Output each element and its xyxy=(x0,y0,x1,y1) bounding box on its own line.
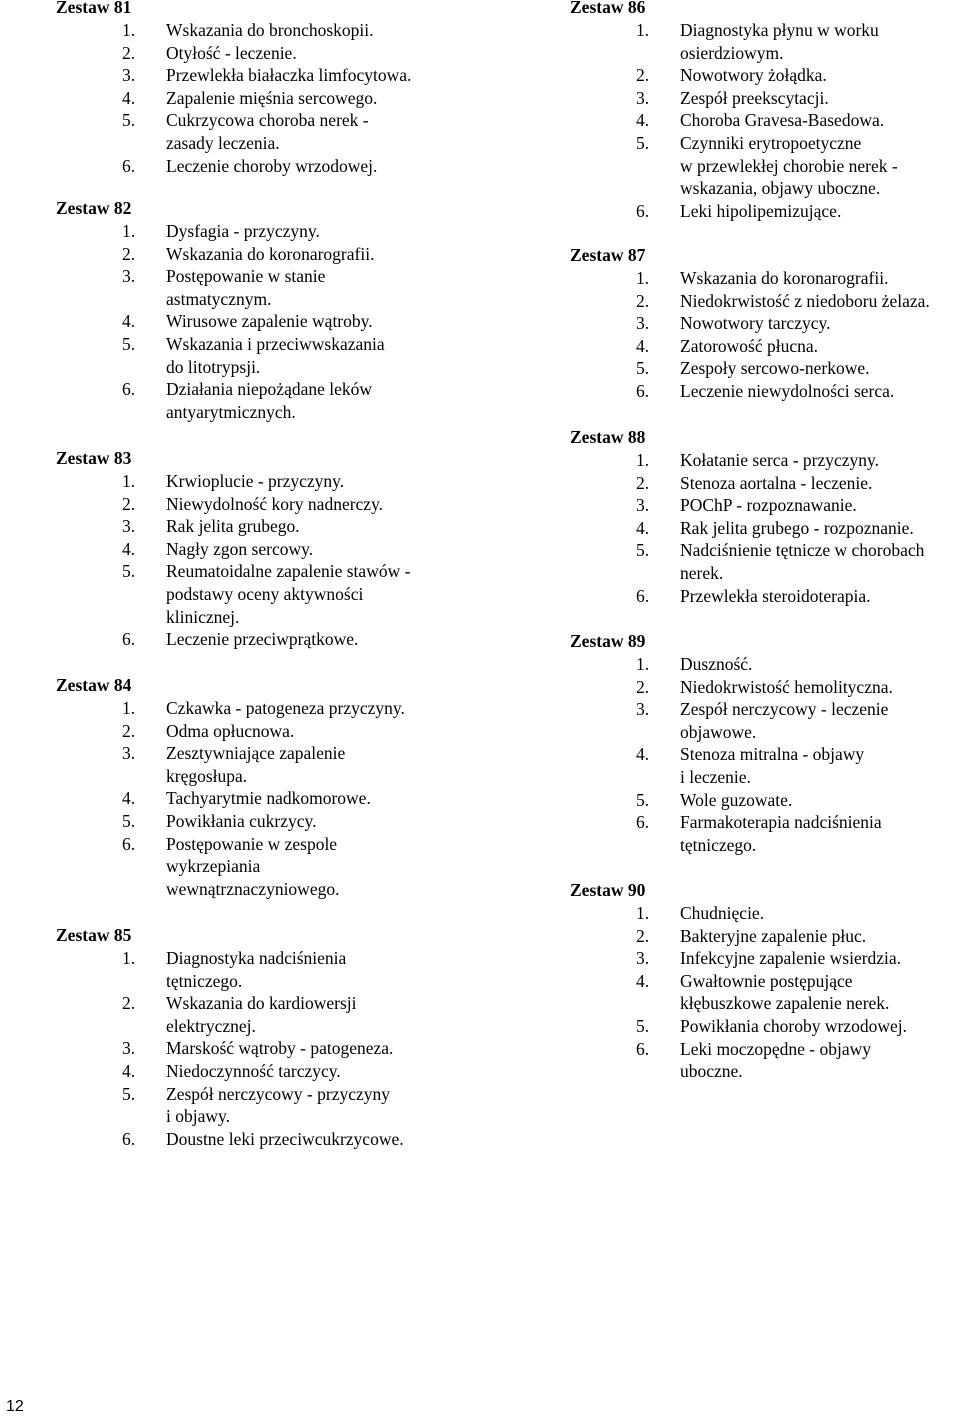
question-number: 1. xyxy=(122,471,136,491)
question-text-line: kręgosłupa. xyxy=(166,765,248,786)
question-text-line: Postępowanie w zespole xyxy=(166,833,338,854)
question-number: 5. xyxy=(636,1015,650,1036)
question-item xyxy=(56,1037,404,1060)
question-item xyxy=(570,743,893,788)
question-text-line: Wirusowe zapalenie wątroby. xyxy=(166,311,373,332)
question-set xyxy=(570,630,893,856)
question-text-line: Niedoczynność tarczycy. xyxy=(166,1060,341,1081)
question-text-line: Zesztywniające zapalenie xyxy=(166,743,346,764)
question-text-line: Zespoły sercowo-nerkowe. xyxy=(680,358,870,379)
question-item xyxy=(570,109,898,132)
question-text-line: uboczne. xyxy=(680,1061,743,1082)
question-text-line: Czkawka - patogeneza przyczyny. xyxy=(166,698,405,718)
question-number: 3. xyxy=(636,313,650,334)
question-number: 1. xyxy=(122,698,136,718)
question-text-line: Nagły zgon sercowy. xyxy=(166,538,314,559)
question-number: 1. xyxy=(636,903,650,923)
question-text-line: Farmakoterapia nadciśnienia xyxy=(680,812,882,833)
question-text-line: Niewydolność kory nadnerczy. xyxy=(166,493,384,514)
question-item xyxy=(56,1060,404,1083)
question-text-line: Nowotwory tarczycy. xyxy=(680,313,831,334)
question-item xyxy=(56,310,385,333)
question-number: 1. xyxy=(636,268,650,288)
question-number: 5. xyxy=(122,561,136,582)
question-item xyxy=(56,87,411,110)
question-number: 5. xyxy=(636,132,650,153)
question-item xyxy=(56,628,410,651)
question-item xyxy=(570,449,924,472)
question-item xyxy=(570,698,893,743)
question-text-line: antyarytmicznych. xyxy=(166,401,296,422)
question-item xyxy=(56,220,385,243)
question-text-line: Chudnięcie. xyxy=(680,903,765,923)
question-text-line: Przewlekła białaczka limfocytowa. xyxy=(166,65,412,86)
question-number: 5. xyxy=(122,1083,136,1104)
question-item xyxy=(56,493,410,516)
question-item xyxy=(570,132,898,200)
question-text-line: wewnątrznaczyniowego. xyxy=(166,878,340,899)
question-item xyxy=(56,155,411,178)
question-text-line: nerek. xyxy=(680,562,724,583)
question-number: 4. xyxy=(636,970,650,991)
question-text-line: Niedokrwistość z niedoboru żelaza. xyxy=(680,290,930,311)
question-item xyxy=(570,87,898,110)
question-number: 1. xyxy=(636,654,650,674)
question-text-line: kłębuszkowe zapalenie nerek. xyxy=(680,993,890,1014)
question-item xyxy=(570,64,898,87)
question-number: 5. xyxy=(636,789,650,810)
question-text-line: Diagnostyka płynu w worku xyxy=(680,20,879,40)
question-text-line: Wskazania do koronarografii. xyxy=(166,243,375,264)
question-text-line: Krwioplucie - przyczyny. xyxy=(166,471,345,491)
question-text-line: Zespół preekscytacji. xyxy=(680,87,829,108)
question-item xyxy=(570,312,930,335)
question-number: 1. xyxy=(636,450,650,470)
question-text-line: Zespół nerczycowy - leczenie xyxy=(680,699,889,720)
question-text-line: Zatorowość płucna. xyxy=(680,335,819,356)
question-text-line: do litotrypsji. xyxy=(166,356,261,377)
question-number: 6. xyxy=(636,380,650,401)
question-text-line: astmatycznym. xyxy=(166,288,272,309)
question-number: 6. xyxy=(122,629,136,650)
question-number: 4. xyxy=(636,517,650,538)
question-text-line: Wskazania do bronchoskopii. xyxy=(166,20,374,40)
question-text-line: Zespół nerczycowy - przyczyny xyxy=(166,1083,390,1104)
question-text-line: Reumatoidalne zapalenie stawów - xyxy=(166,561,411,582)
question-number: 3. xyxy=(122,516,136,537)
question-item xyxy=(56,742,405,787)
question-number: 4. xyxy=(636,744,650,765)
question-number: 2. xyxy=(636,65,650,86)
question-number: 3. xyxy=(122,266,136,287)
set-title: Zestaw 86 xyxy=(570,0,646,17)
question-item xyxy=(56,787,405,810)
question-number: 3. xyxy=(122,1038,136,1059)
question-set xyxy=(570,244,930,403)
question-number: 1. xyxy=(122,221,136,241)
question-text-line: Leki hipolipemizujące. xyxy=(680,200,842,221)
question-text-line: klinicznej. xyxy=(166,606,240,627)
question-set xyxy=(56,924,404,1150)
question-item xyxy=(56,64,411,87)
question-item xyxy=(56,810,405,833)
question-item xyxy=(570,335,930,358)
question-item xyxy=(56,992,404,1037)
question-item xyxy=(570,539,924,584)
set-title: Zestaw 87 xyxy=(570,245,646,265)
question-item xyxy=(56,947,404,992)
question-text-line: Gwałtownie postępujące xyxy=(680,970,853,991)
question-item xyxy=(570,585,924,608)
question-number: 6. xyxy=(636,1038,650,1059)
question-text-line: Leczenie choroby wrzodowej. xyxy=(166,155,378,176)
question-text-line: tętniczego. xyxy=(680,834,757,855)
question-text-line: Diagnostyka nadciśnienia xyxy=(166,948,347,968)
question-number: 1. xyxy=(636,20,650,40)
question-number: 6. xyxy=(122,1128,136,1149)
question-item xyxy=(570,380,930,403)
question-text-line: Choroba Gravesa-Basedowa. xyxy=(680,110,885,131)
set-title: Zestaw 85 xyxy=(56,925,132,945)
question-text-line: osierdziowym. xyxy=(680,42,784,63)
question-set xyxy=(570,426,924,607)
question-text-line: Postępowanie w stanie xyxy=(166,266,326,287)
set-title: Zestaw 83 xyxy=(56,448,132,468)
question-item xyxy=(570,925,907,948)
question-number: 6. xyxy=(636,585,650,606)
question-text-line: Marskość wątroby - patogeneza. xyxy=(166,1038,394,1059)
set-title: Zestaw 89 xyxy=(570,631,646,651)
question-number: 5. xyxy=(636,540,650,561)
question-item xyxy=(56,538,410,561)
question-text-line: objawowe. xyxy=(680,721,757,742)
set-title: Zestaw 82 xyxy=(56,198,132,218)
question-number: 4. xyxy=(122,538,136,559)
question-text-line: Odma opłucnowa. xyxy=(166,720,295,741)
question-item xyxy=(570,517,924,540)
question-set xyxy=(56,197,385,423)
question-number: 5. xyxy=(122,810,136,831)
question-item xyxy=(570,1015,907,1038)
question-number: 3. xyxy=(636,87,650,108)
question-item xyxy=(56,19,411,42)
question-number: 2. xyxy=(636,925,650,946)
question-text-line: i leczenie. xyxy=(680,766,751,787)
question-number: 2. xyxy=(122,42,136,63)
page-number: 12 xyxy=(6,1398,24,1415)
question-text-line: Cukrzycowa choroba nerek - xyxy=(166,110,369,131)
question-number: 6. xyxy=(636,200,650,221)
question-number: 4. xyxy=(636,335,650,356)
question-item xyxy=(56,470,410,493)
question-number: 6. xyxy=(122,155,136,176)
question-item xyxy=(56,1128,404,1151)
question-item xyxy=(56,560,410,628)
question-set xyxy=(56,447,410,651)
question-text-line: Tachyarytmie nadkomorowe. xyxy=(166,788,371,809)
question-set xyxy=(570,0,898,222)
question-item xyxy=(56,1083,404,1128)
question-item xyxy=(570,19,898,64)
question-text-line: Stenoza aortalna - leczenie. xyxy=(680,472,873,493)
question-set xyxy=(56,674,405,900)
question-text-line: Zapalenie mięśnia sercowego. xyxy=(166,87,378,108)
question-item xyxy=(570,494,924,517)
question-number: 3. xyxy=(636,699,650,720)
question-text-line: Działania niepożądane leków xyxy=(166,379,373,400)
question-number: 5. xyxy=(122,333,136,354)
question-item xyxy=(56,265,385,310)
question-text-line: Nadciśnienie tętnicze w chorobach xyxy=(680,540,925,561)
question-set xyxy=(56,0,411,177)
question-item xyxy=(56,333,385,378)
question-text-line: Leczenie przeciwprątkowe. xyxy=(166,629,359,650)
question-number: 3. xyxy=(636,495,650,516)
question-item xyxy=(56,109,411,154)
question-text-line: Bakteryjne zapalenie płuc. xyxy=(680,925,867,946)
question-text-line: Niedokrwistość hemolityczna. xyxy=(680,676,893,697)
set-title: Zestaw 84 xyxy=(56,675,132,695)
question-text-line: Przewlekła steroidoterapia. xyxy=(680,585,871,606)
question-item xyxy=(570,947,907,970)
question-text-line: Duszność. xyxy=(680,654,753,674)
question-text-line: Wskazania do kardiowersji xyxy=(166,993,357,1014)
question-text-line: Rak jelita grubego - rozpoznanie. xyxy=(680,517,914,538)
question-text-line: Kołatanie serca - przyczyny. xyxy=(680,450,880,470)
question-text-line: Otyłość - leczenie. xyxy=(166,42,297,63)
question-number: 5. xyxy=(636,358,650,379)
question-number: 1. xyxy=(122,948,136,968)
set-title: Zestaw 90 xyxy=(570,880,646,900)
question-text-line: Wole guzowate. xyxy=(680,789,793,810)
question-text-line: i objawy. xyxy=(166,1106,230,1127)
question-text-line: Czynniki erytropoetyczne xyxy=(680,132,862,153)
question-number: 4. xyxy=(636,110,650,131)
question-item xyxy=(56,378,385,423)
question-number: 5. xyxy=(122,110,136,131)
question-item xyxy=(570,200,898,223)
question-item xyxy=(570,789,893,812)
set-title: Zestaw 88 xyxy=(570,427,646,447)
question-item xyxy=(56,243,385,266)
question-text-line: Leki moczopędne - objawy xyxy=(680,1038,871,1059)
question-text-line: Wskazania i przeciwwskazania xyxy=(166,333,385,354)
question-number: 4. xyxy=(122,788,136,809)
question-text-line: Nowotwory żołądka. xyxy=(680,65,827,86)
question-text-line: Leczenie niewydolności serca. xyxy=(680,380,895,401)
question-number: 3. xyxy=(122,65,136,86)
question-text-line: Wskazania do koronarografii. xyxy=(680,268,889,288)
question-item xyxy=(570,970,907,1015)
question-item xyxy=(56,42,411,65)
question-text-line: zasady leczenia. xyxy=(166,132,280,153)
question-number: 4. xyxy=(122,311,136,332)
question-number: 2. xyxy=(636,676,650,697)
question-text-line: elektrycznej. xyxy=(166,1015,256,1036)
question-text-line: Powikłania cukrzycy. xyxy=(166,810,317,831)
question-item xyxy=(570,676,893,699)
question-number: 2. xyxy=(636,290,650,311)
question-text-line: wskazania, objawy uboczne. xyxy=(680,178,881,199)
question-text-line: Rak jelita grubego. xyxy=(166,516,300,537)
question-item xyxy=(56,833,405,901)
question-item xyxy=(570,1038,907,1083)
question-number: 2. xyxy=(122,993,136,1014)
question-set xyxy=(570,879,907,1083)
question-text-line: Infekcyjne zapalenie wsierdzia. xyxy=(680,948,902,969)
set-title: Zestaw 81 xyxy=(56,0,132,17)
question-text-line: w przewlekłej chorobie nerek - xyxy=(680,155,898,176)
question-number: 3. xyxy=(122,743,136,764)
question-number: 4. xyxy=(122,1060,136,1081)
question-number: 6. xyxy=(122,833,136,854)
question-item xyxy=(570,902,907,925)
question-item xyxy=(570,472,924,495)
question-item xyxy=(570,290,930,313)
question-item xyxy=(56,697,405,720)
question-number: 2. xyxy=(122,493,136,514)
question-text-line: tętniczego. xyxy=(166,970,243,991)
question-number: 4. xyxy=(122,87,136,108)
question-text-line: podstawy oceny aktywności xyxy=(166,583,364,604)
question-item xyxy=(570,357,930,380)
question-item xyxy=(56,515,410,538)
question-text-line: Stenoza mitralna - objawy xyxy=(680,744,865,765)
question-number: 1. xyxy=(122,20,136,40)
question-number: 2. xyxy=(636,472,650,493)
question-text-line: Powikłania choroby wrzodowej. xyxy=(680,1015,907,1036)
question-item xyxy=(570,267,930,290)
question-text-line: wykrzepiania xyxy=(166,856,261,877)
question-number: 3. xyxy=(636,948,650,969)
question-number: 2. xyxy=(122,243,136,264)
question-number: 2. xyxy=(122,720,136,741)
question-item xyxy=(570,811,893,856)
question-text-line: Doustne leki przeciwcukrzycowe. xyxy=(166,1128,404,1149)
question-text-line: POChP - rozpoznawanie. xyxy=(680,495,857,516)
question-item xyxy=(570,653,893,676)
question-number: 6. xyxy=(636,812,650,833)
question-item xyxy=(56,720,405,743)
question-number: 6. xyxy=(122,379,136,400)
question-text-line: Dysfagia - przyczyny. xyxy=(166,221,320,241)
